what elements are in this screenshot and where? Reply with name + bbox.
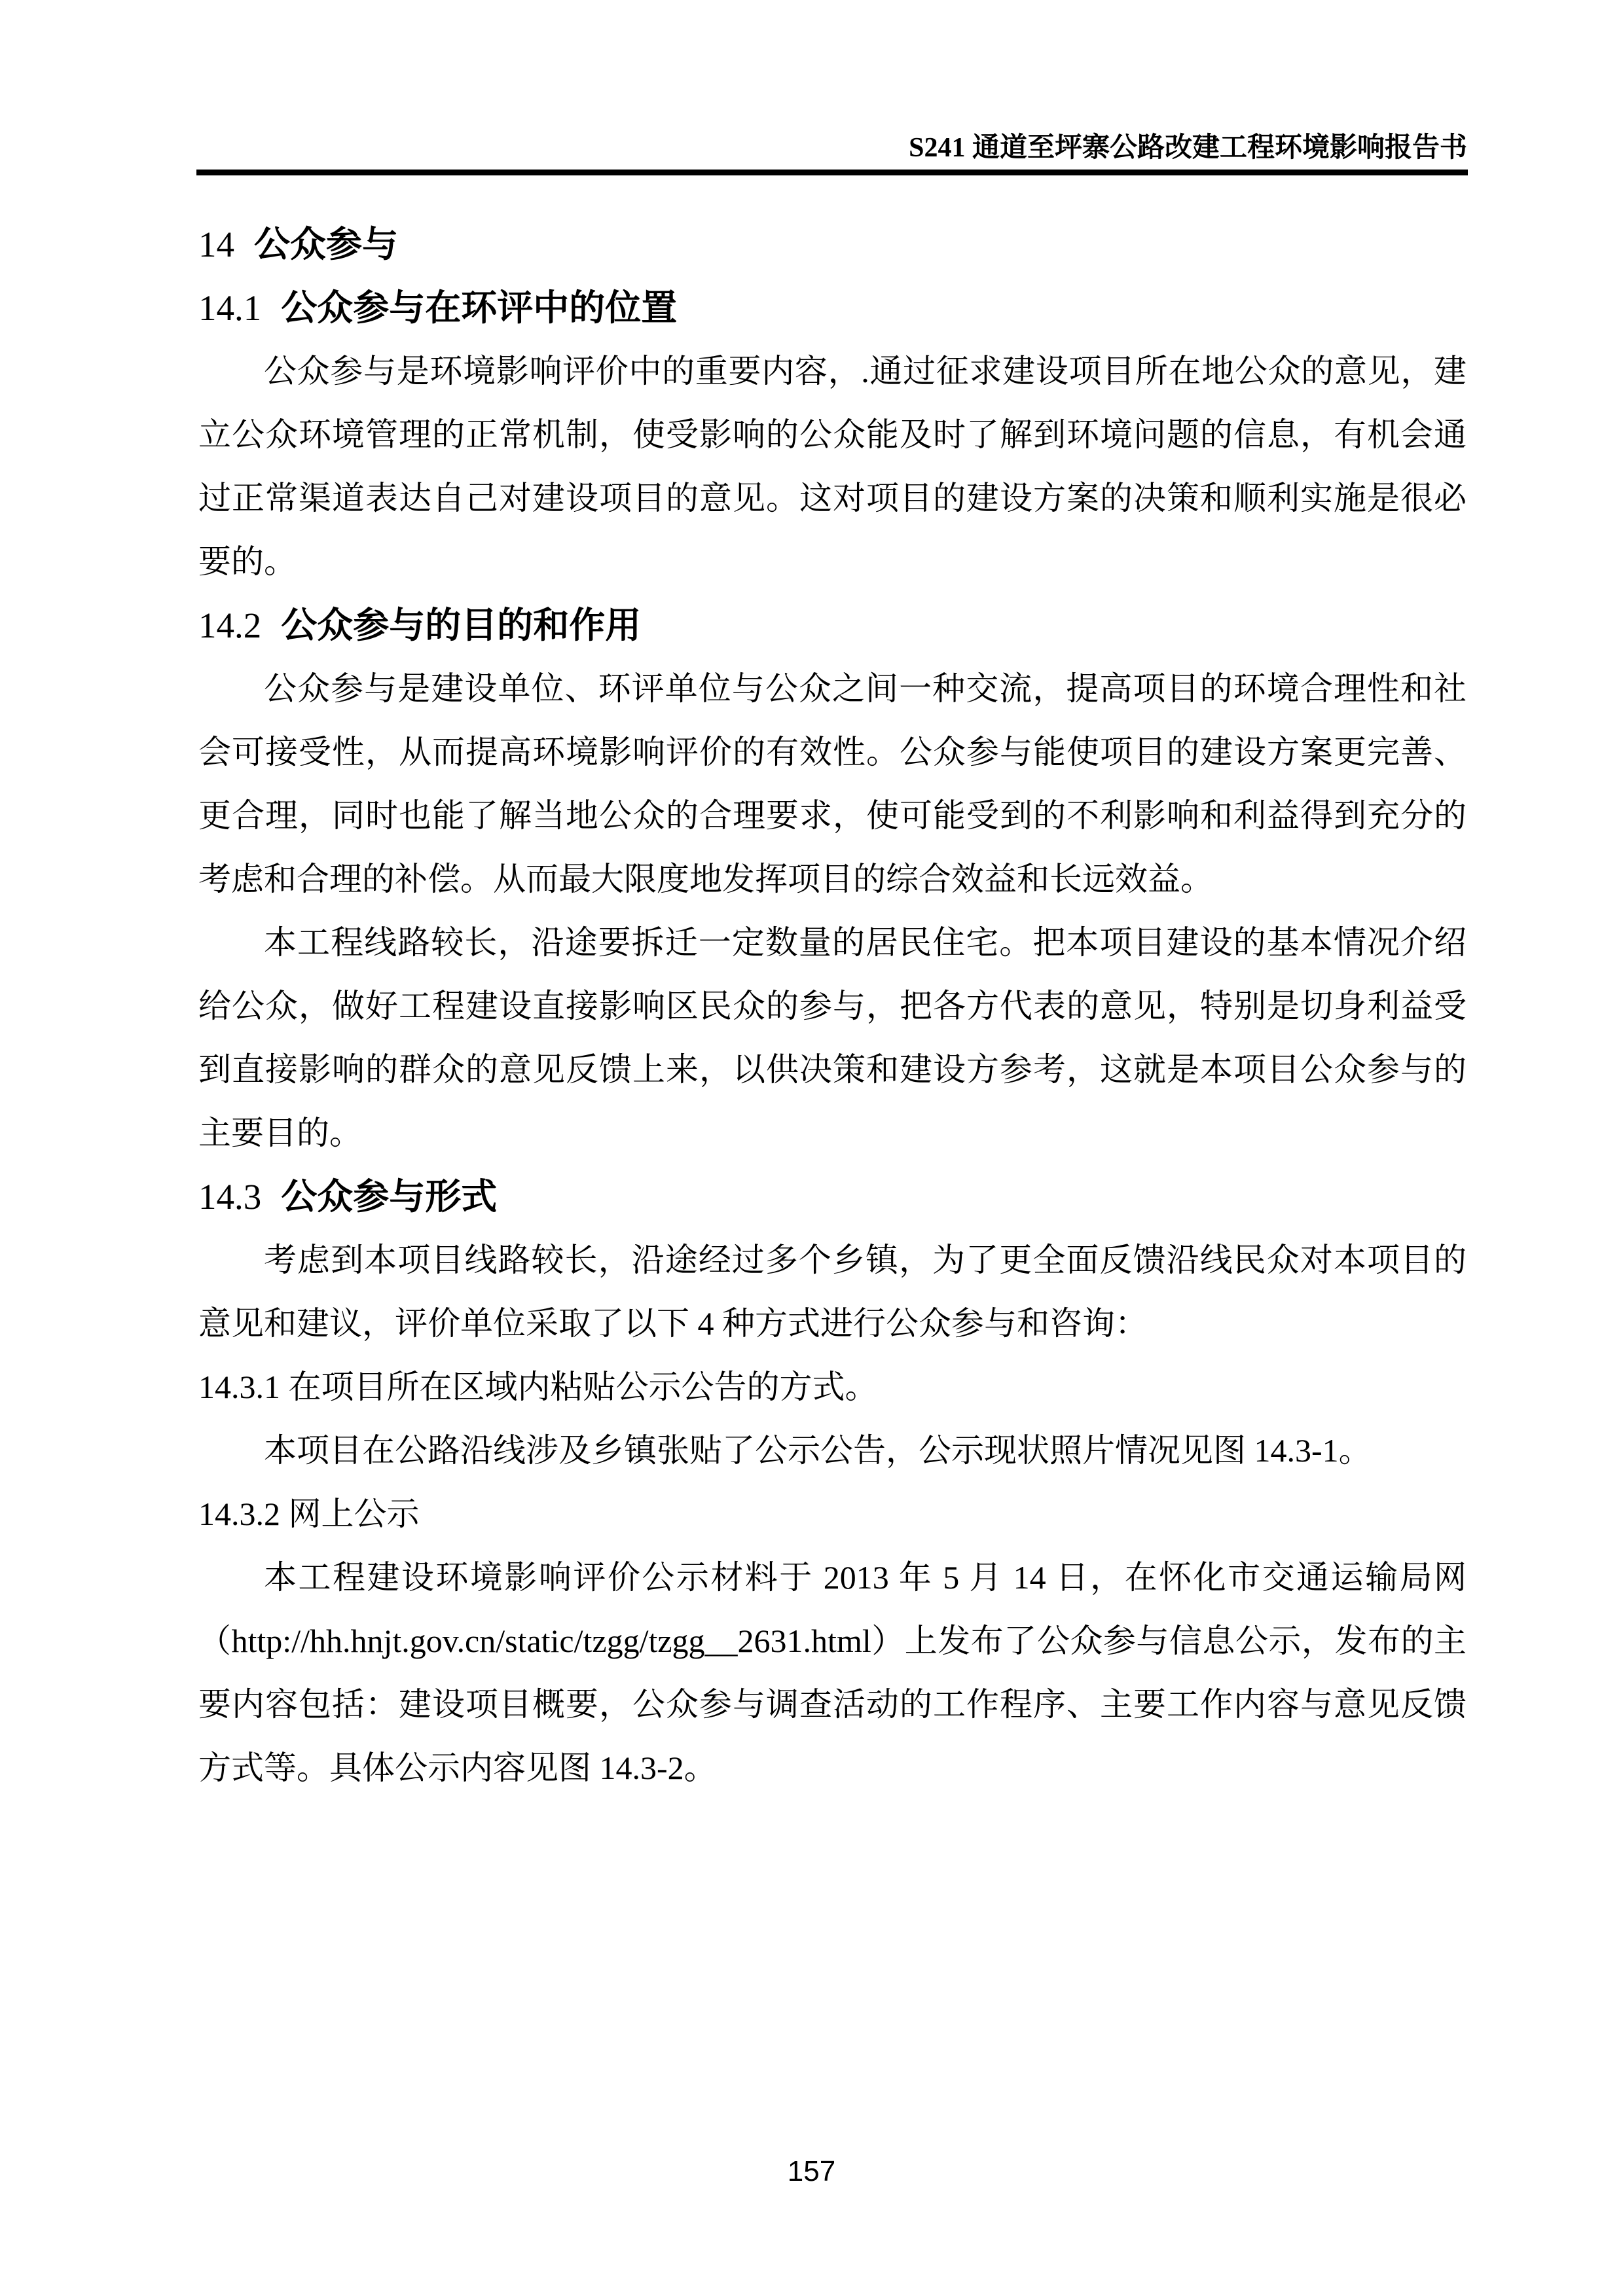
paragraph: 公众参与是环境影响评价中的重要内容，.通过征求建设项目所在地公众的意见，建立公众环境管理的正常机制，使受影响的公众能及时了解到环境问题的信息，有机会通过正常渠道表达自己对建设项目的意见。这对项目的建设方案的决策和顺利实施是很必要的。: [198, 353, 1467, 580]
subsection-heading-14-3-2: 14.3.2 网上公示: [198, 1496, 420, 1532]
section-title: 公众参与在环评中的位置: [281, 287, 678, 328]
paragraph-with-url: 本工程建设环境影响评价公示材料于 2013 年 5 月 14 日，在怀化市交通运输局网（http://hh.hnjt.gov.cn/static/tzgg/tzgg__2631.html）上发布了公众参与信息公示，发布的主要内容包括：建设项目概要，公众参与调查活动的工作程序、主要工作内容与意见反馈方式等。具体公示内容见图 14.3-2。: [198, 1559, 1467, 1786]
document-body: [198, 213, 1467, 1800]
chapter-number: 14: [198, 224, 234, 264]
section-heading-14-1: [198, 276, 1467, 340]
section-number: 14.2: [198, 605, 262, 645]
paragraph: 考虑到本项目线路较长，沿途经过多个乡镇，为了更全面反馈沿线民众对本项目的意见和建议，评价单位采取了以下 4 种方式进行公众参与和咨询：: [198, 1242, 1467, 1342]
section-number: 14.3: [198, 1177, 262, 1217]
header-divider: [196, 170, 1468, 175]
subsection-heading-14-3-1: 14.3.1 在项目所在区域内粘贴公示公告的方式。: [198, 1369, 878, 1405]
section-heading-14-2: [198, 594, 1467, 657]
chapter-title: 公众参与: [254, 224, 399, 264]
report-title-header: S241 通道至坪寨公路改建工程环境影响报告书: [909, 133, 1467, 163]
section-title: 公众参与形式: [281, 1176, 498, 1217]
paragraph: 本工程线路较长，沿途要拆迁一定数量的居民住宅。把本项目建设的基本情况介绍给公众，做好工程建设直接影响区民众的参与，把各方代表的意见，特别是切身利益受到直接影响的群众的意见反馈上来，以供决策和建设方参考，这就是本项目公众参与的主要目的。: [198, 924, 1467, 1151]
section-number: 14.1: [198, 288, 262, 328]
chapter-heading-14: [198, 213, 1467, 276]
section-title: 公众参与的目的和作用: [281, 605, 642, 645]
paragraph: 本项目在公路沿线涉及乡镇张贴了公示公告，公示现状照片情况见图 14.3-1。: [264, 1432, 1372, 1469]
paragraph: 公众参与是建设单位、环评单位与公众之间一种交流，提高项目的环境合理性和社会可接受性，从而提高环境影响评价的有效性。公众参与能使项目的建设方案更完善、更合理，同时也能了解当地公众的合理要求，使可能受到的不利影响和利益得到充分的考虑和合理的补偿。从而最大限度地发挥项目的综合效益和长远效益。: [198, 670, 1467, 897]
page-number: 157: [787, 2155, 836, 2187]
section-heading-14-3: [198, 1165, 1467, 1229]
